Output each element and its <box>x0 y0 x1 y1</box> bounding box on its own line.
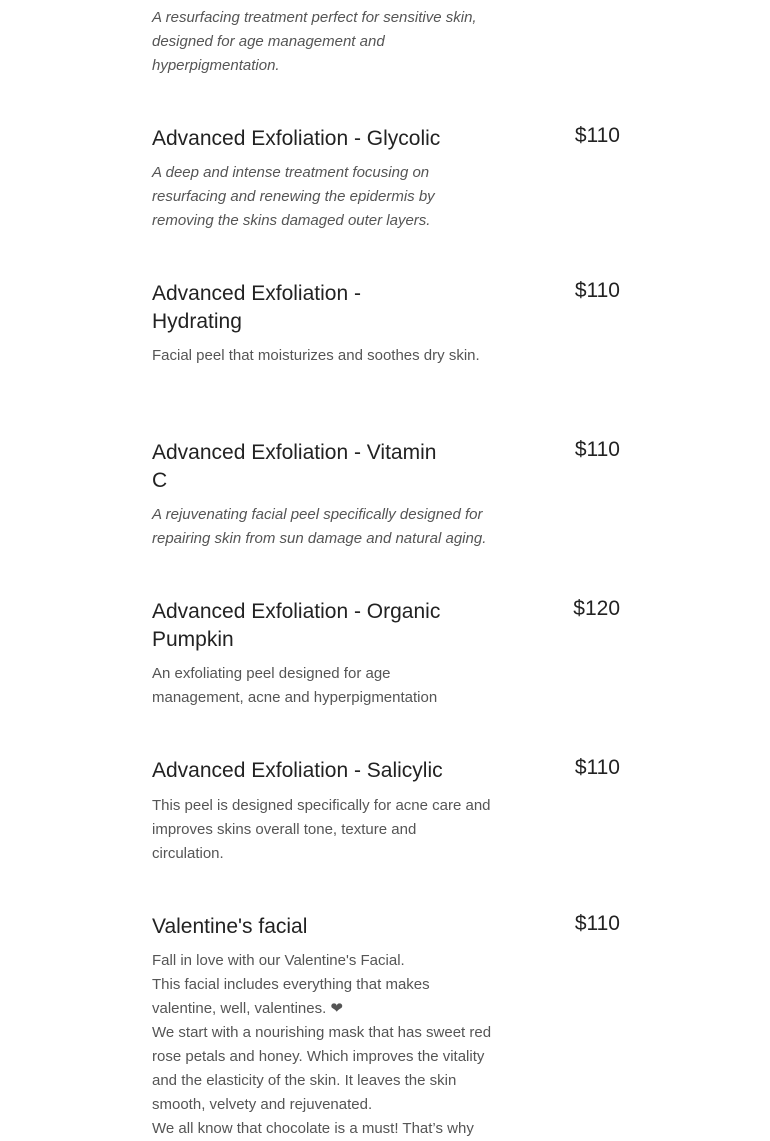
item-title: Advanced Exfoliation - Vitamin C <box>152 441 437 492</box>
item-title: Advanced Exfoliation - Salicylic <box>152 759 443 782</box>
item-price: $110 <box>574 438 620 461</box>
item-description: A rejuvenating facial peel specifically designed for repairing skin from sun damage and natural aging. <box>152 506 487 547</box>
item-price: $110 <box>574 279 620 302</box>
item-title: Advanced Exfoliation - Glycolic <box>152 127 441 150</box>
item-price: $120 <box>573 597 620 620</box>
item-description: An exfoliating peel designed for age management, acne and hyperpigmentation <box>152 665 438 706</box>
item-price: $110 <box>574 124 620 147</box>
item-description: A deep and intense treatment focusing on resurfacing and renewing the epidermis by removing the skins damaged outer layers. <box>152 164 435 229</box>
description-line: We start with a nourishing mask that has sweet red rose petals and honey. Which improves the vitality and the elasticity of the skin. It leaves the skin smooth, velvety and rejuvenated. <box>152 1024 492 1113</box>
intro-description: A resurfacing treatment perfect for sensitive skin, designed for age management and hyperpigmentation. <box>152 9 477 74</box>
description-line: Fall in love with our Valentine's Facial. <box>152 952 405 969</box>
item-title: Advanced Exfoliation - Hydrating <box>152 282 361 333</box>
item-description <box>152 949 497 1141</box>
item-description: This peel is designed specifically for acne care and improves skins overall tone, texture and circulation. <box>152 797 491 862</box>
item-price: $110 <box>574 756 620 779</box>
item-price: $110 <box>574 912 620 935</box>
description-line: This facial includes everything that makes valentine, well, valentines. ❤ <box>152 976 430 1017</box>
item-description: Facial peel that moisturizes and soothes dry skin. <box>152 347 480 364</box>
item-title: Advanced Exfoliation - Organic Pumpkin <box>152 600 441 651</box>
description-line: We all know that chocolate is a must! That’s why <box>152 1120 474 1137</box>
item-title: Valentine's facial <box>152 915 308 938</box>
